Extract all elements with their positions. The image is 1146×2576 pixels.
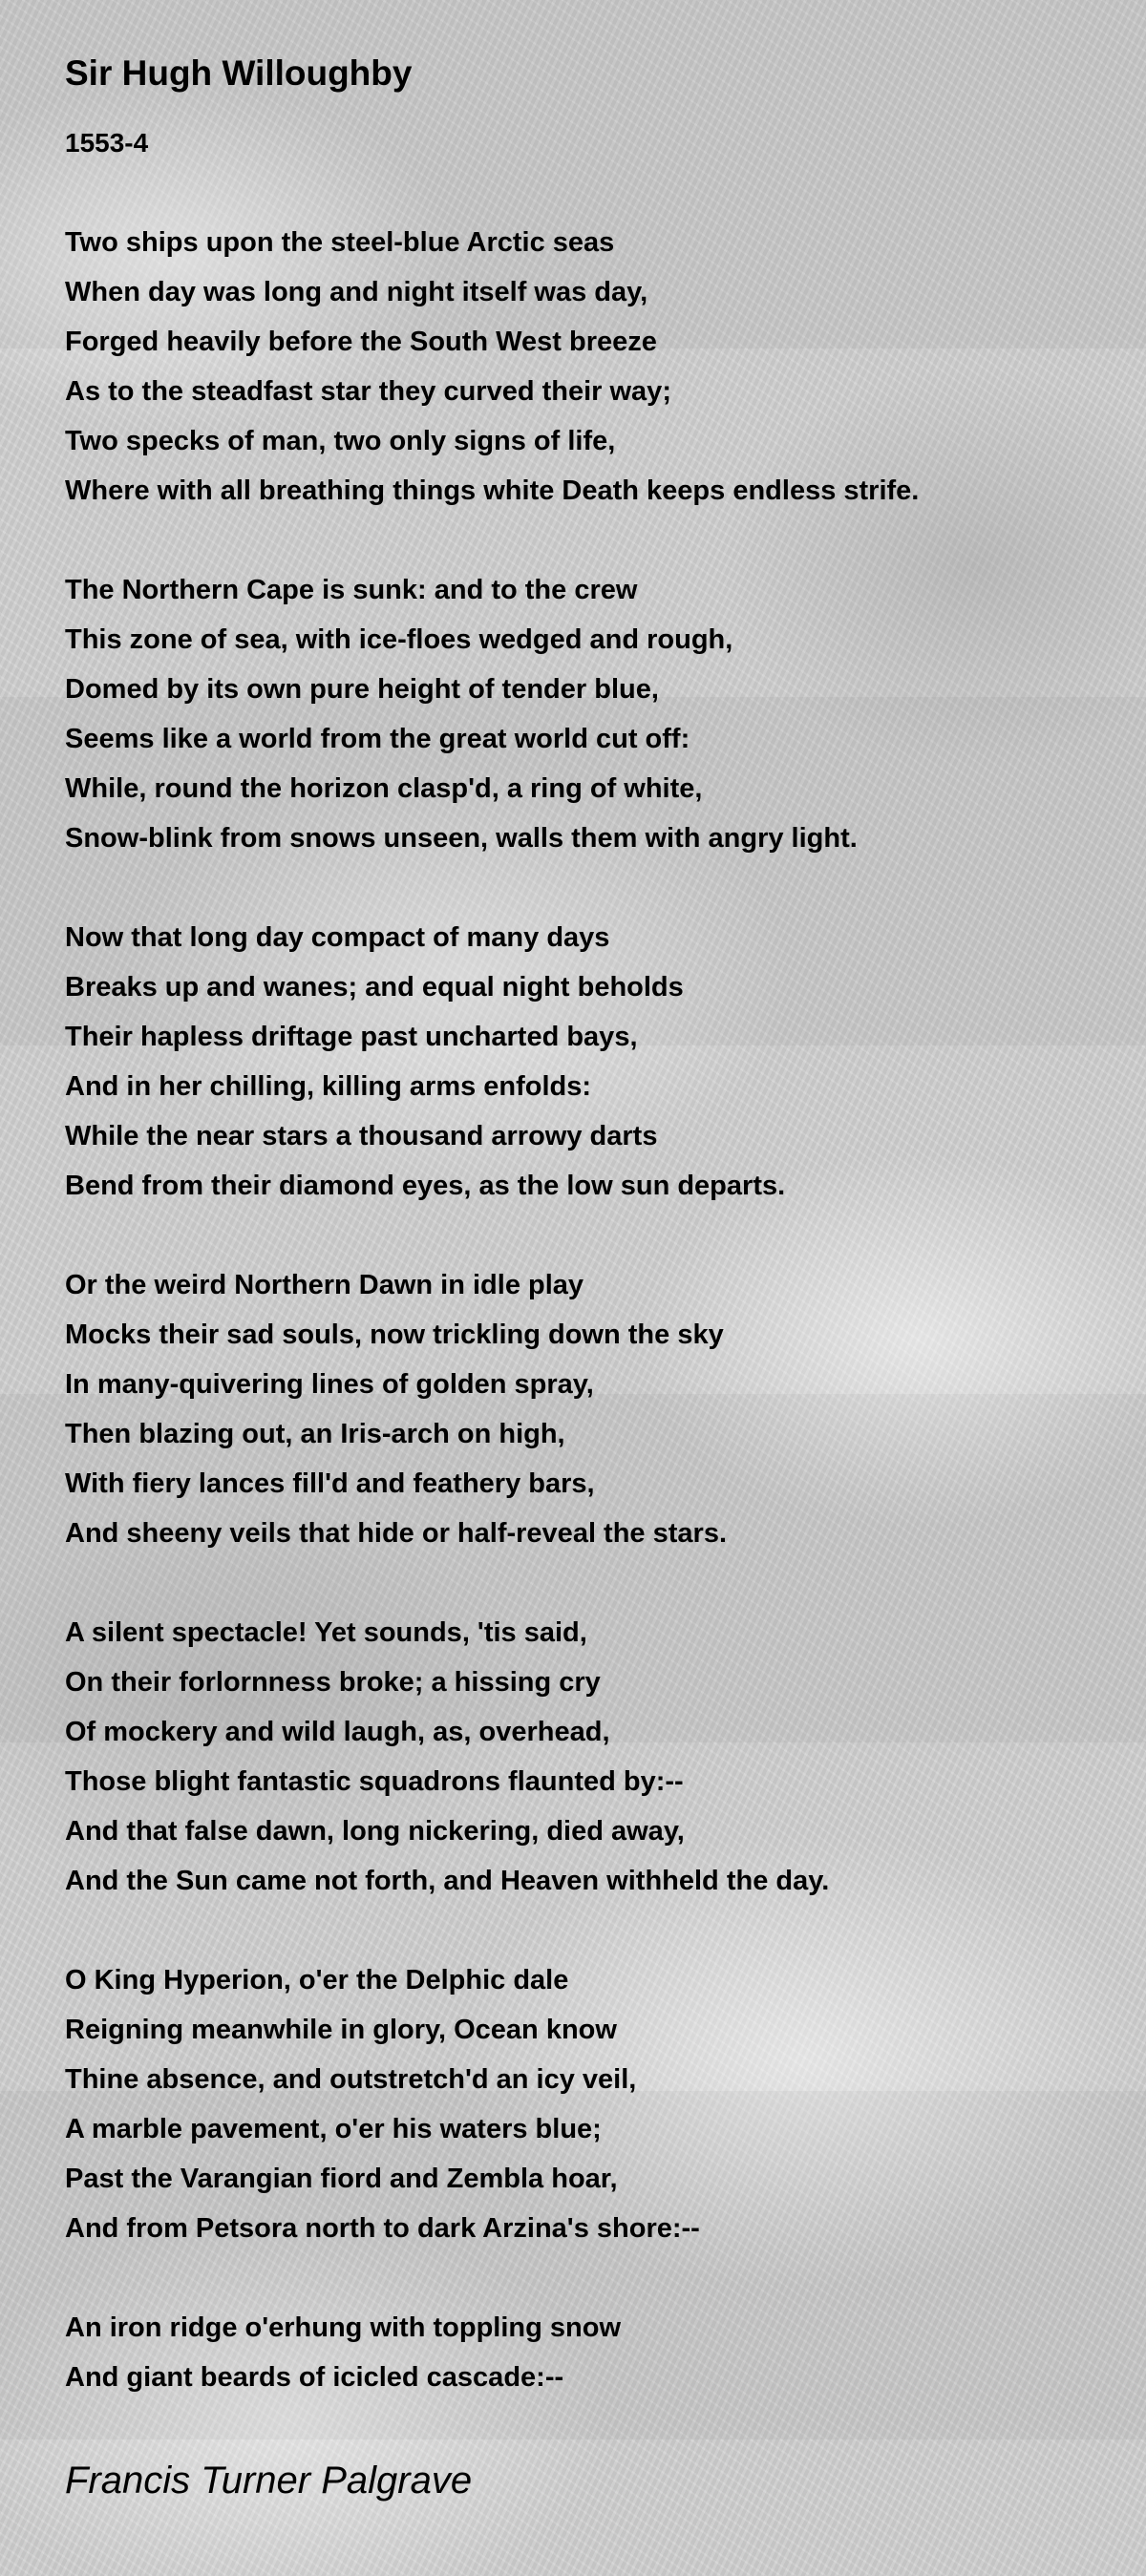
poem-line: Those blight fantastic squadrons flaunted by:-- <box>65 1766 684 1797</box>
poem-line: On their forlornness broke; a hissing cry <box>65 1667 601 1698</box>
poem-line: And from Petsora north to dark Arzina's shore:-- <box>65 2213 700 2244</box>
poem-line: An iron ridge o'erhung with toppling snow <box>65 2312 621 2343</box>
poem-line: Breaks up and wanes; and equal night beholds <box>65 972 684 1003</box>
poem-line: This zone of sea, with ice-floes wedged and rough, <box>65 624 733 655</box>
poem-line: Snow-blink from snows unseen, walls them with angry light. <box>65 823 858 854</box>
poem-line: Forged heavily before the South West breeze <box>65 327 657 357</box>
poem-line: In many-quivering lines of golden spray, <box>65 1369 594 1400</box>
poem-line: A silent spectacle! Yet sounds, 'tis said, <box>65 1617 587 1648</box>
stanza <box>65 1260 1115 1558</box>
stanza <box>65 913 1115 1211</box>
stanza <box>65 218 1115 516</box>
poem-line: Domed by its own pure height of tender blue, <box>65 674 659 705</box>
poem-line: While the near stars a thousand arrowy darts <box>65 1121 658 1151</box>
poem-line: O King Hyperion, o'er the Delphic dale <box>65 1965 569 1995</box>
poem-line: The Northern Cape is sunk: and to the crew <box>65 575 638 605</box>
poem-line: Their hapless driftage past uncharted bays, <box>65 1022 638 1052</box>
poem-line: Of mockery and wild laugh, as, overhead, <box>65 1717 610 1747</box>
poem-title: Sir Hugh Willoughby <box>65 53 413 93</box>
poem-line: Mocks their sad souls, now trickling down the sky <box>65 1320 724 1350</box>
poem-author: Francis Turner Palgrave <box>65 2460 473 2502</box>
poem-line: When day was long and night itself was day, <box>65 277 648 307</box>
poem-line: Thine absence, and outstretch'd an icy veil, <box>65 2064 637 2095</box>
poem-line: And giant beards of icicled cascade:-- <box>65 2362 564 2393</box>
poem-line: And sheeny veils that hide or half-reveal the stars. <box>65 1518 727 1549</box>
poem-content <box>65 48 1115 2509</box>
stanza <box>65 1608 1115 1906</box>
poem-line: Past the Varangian fiord and Zembla hoar, <box>65 2164 618 2194</box>
poem-line: With fiery lances fill'd and feathery bars, <box>65 1468 595 1499</box>
poem-date: 1553-4 <box>65 128 149 158</box>
poem-line: As to the steadfast star they curved their way; <box>65 376 671 407</box>
poem-line: Bend from their diamond eyes, as the low sun departs. <box>65 1171 786 1201</box>
poem-line: Then blazing out, an Iris-arch on high, <box>65 1419 565 1449</box>
poem-body <box>65 218 1115 2402</box>
poem-line: Two ships upon the steel-blue Arctic seas <box>65 227 615 258</box>
stanza <box>65 565 1115 863</box>
poem-line: While, round the horizon clasp'd, a ring of white, <box>65 773 703 804</box>
poem-line: A marble pavement, o'er his waters blue; <box>65 2114 602 2144</box>
poem-line: And the Sun came not forth, and Heaven withheld the day. <box>65 1866 830 1896</box>
poem-line: Seems like a world from the great world cut off: <box>65 724 690 754</box>
poem-line: Now that long day compact of many days <box>65 922 610 953</box>
stanza <box>65 2303 1115 2402</box>
poem-line: Two specks of man, two only signs of life, <box>65 426 616 456</box>
poem-line: Where with all breathing things white Death keeps endless strife. <box>65 475 920 506</box>
poem-line: Or the weird Northern Dawn in idle play <box>65 1270 584 1300</box>
poem-line: And that false dawn, long nickering, died away, <box>65 1816 685 1847</box>
poem-line: And in her chilling, killing arms enfolds: <box>65 1071 592 1102</box>
poem-line: Reigning meanwhile in glory, Ocean know <box>65 2015 617 2045</box>
stanza <box>65 1955 1115 2253</box>
